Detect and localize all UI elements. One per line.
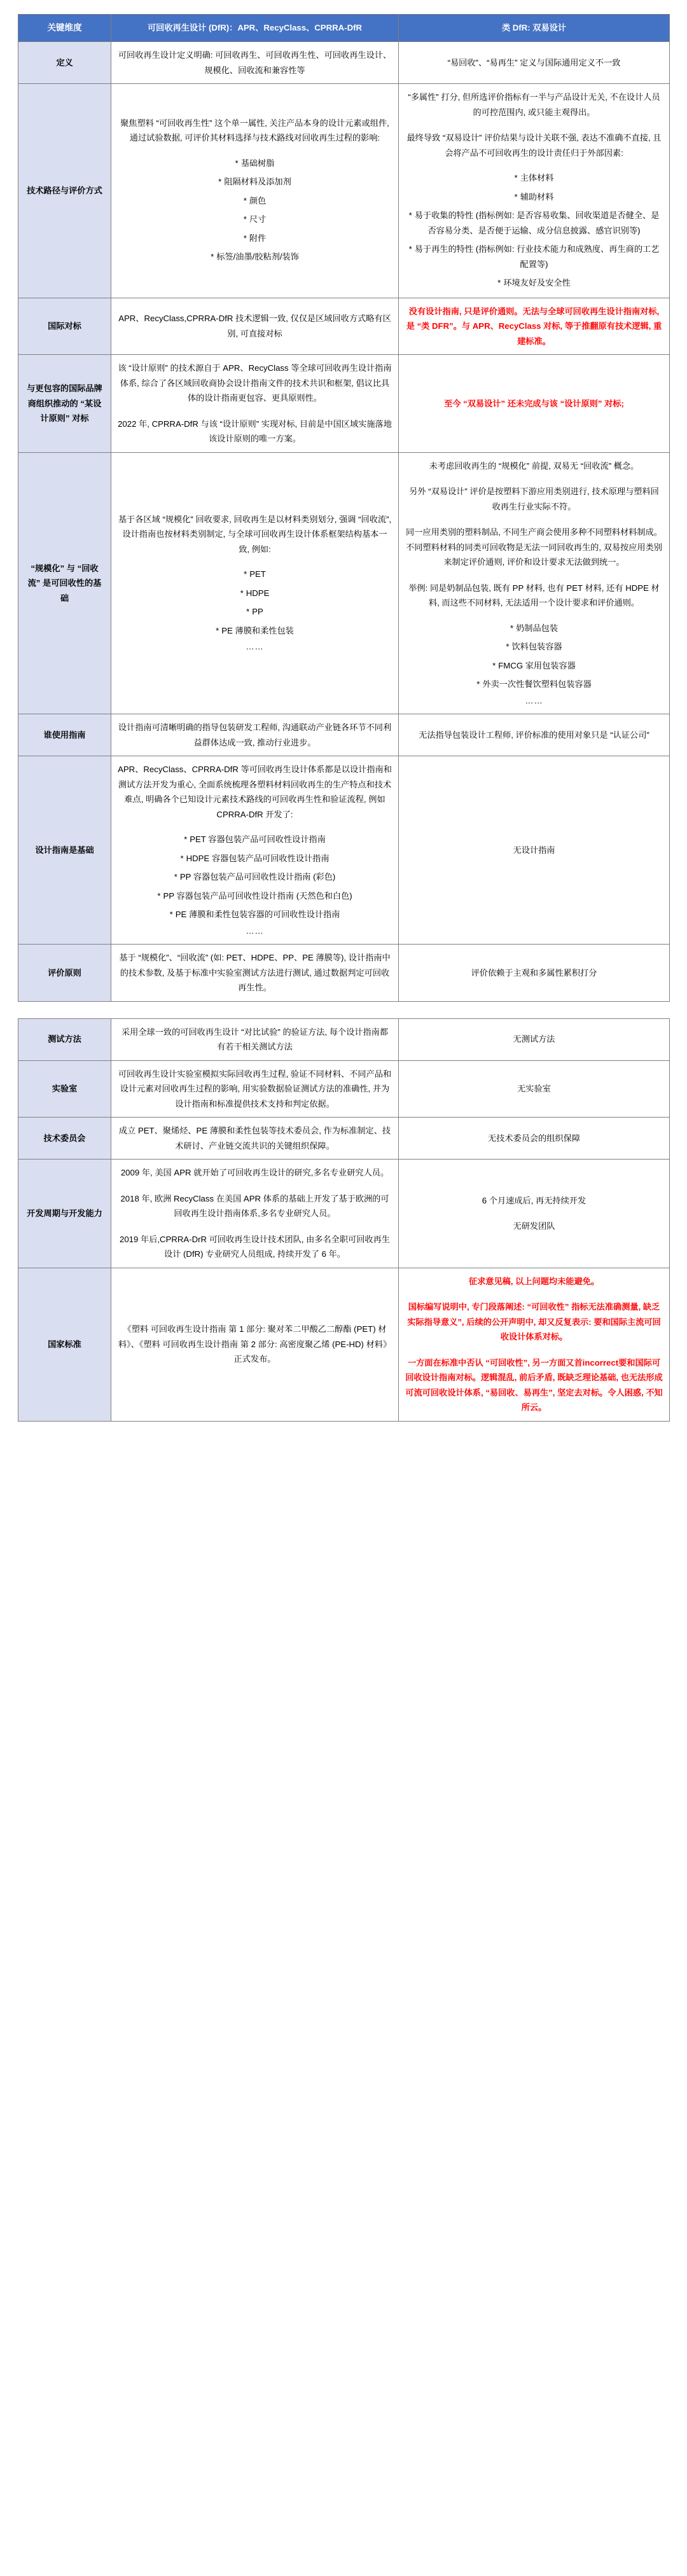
paragraph: 无技术委员会的组织保障 <box>487 1133 581 1143</box>
table-row <box>18 1060 670 1118</box>
cell-dfr <box>111 452 399 714</box>
paragraph: 6 个月速成后, 再无持续开发 <box>482 1195 586 1205</box>
asterisk-icon: * <box>243 214 247 225</box>
bullet-item <box>118 832 392 847</box>
bullet-item <box>405 677 663 692</box>
bullet-label: 附件 <box>249 233 267 243</box>
cell-dfr <box>111 298 399 355</box>
paragraph: 2019 年后,CPRRA-DrR 可回收再生设计技术团队, 由多名全职可回收再生设计 (DfR) 专业研究人员组成, 持续开发了 6 年。 <box>120 1234 390 1259</box>
cell-dfr <box>111 1118 399 1160</box>
comparison-table-primary <box>18 14 670 1002</box>
bullet-label: 环境友好及安全性 <box>503 278 571 288</box>
cell-dfr <box>111 1268 399 1421</box>
bullet-label: HDPE <box>246 588 270 598</box>
bullet-label: 饮料包装容器 <box>511 642 562 652</box>
bullet-item <box>118 869 392 885</box>
bullet-label: 易于收集的特性 (指标例如: 是否容易收集、回收渠道是否健全、是否容易分类、是否便于运输、成分信息披露、感官识别等) <box>414 211 660 235</box>
column-header-dfr: 可回收再生设计 (DfR)：APR、RecyClass、CPRRA-DfR <box>111 15 399 42</box>
ellipsis-text: …… <box>246 642 264 652</box>
paragraph: “多属性” 打分, 但所选评价指标有一半与产品设计无关, 不在设计人员的可控范围内, 或只能主观得出。 <box>408 92 660 117</box>
asterisk-icon: * <box>169 910 173 920</box>
bullet-item <box>405 658 663 674</box>
cell-dfr <box>111 1160 399 1268</box>
paragraph: 无实验室 <box>517 1084 551 1094</box>
bullet-item <box>118 586 392 601</box>
bullet-item <box>405 208 663 238</box>
bullet-item <box>405 621 663 636</box>
asterisk-icon: * <box>408 211 412 221</box>
asterisk-icon: * <box>216 625 219 635</box>
table-row <box>18 1018 670 1060</box>
bullet-label: PET <box>249 569 266 579</box>
cell-dfr <box>111 714 399 756</box>
bullet-label: 外卖一次性餐饮塑料包装容器 <box>482 679 592 689</box>
table-row <box>18 452 670 714</box>
bullet-item <box>118 174 392 190</box>
asterisk-icon: * <box>246 607 250 617</box>
asterisk-icon: * <box>506 642 510 652</box>
cell-sdr <box>399 1060 670 1118</box>
header-row <box>18 15 670 42</box>
cell-dimension: 谁使用指南 <box>18 714 111 756</box>
bullet-label: 易于再生的特性 (指标例如: 行业技术能力和成熟度、再生商的工艺配置等) <box>414 244 660 269</box>
cell-sdr <box>399 756 670 945</box>
bullet-list <box>405 170 663 291</box>
cell-sdr <box>399 355 670 453</box>
bullet-item <box>405 275 663 291</box>
cell-dfr <box>111 1018 399 1060</box>
paragraph: 无研发团队 <box>513 1221 555 1231</box>
bullet-label: PP 容器包装产品可回收性设计指南 (彩色) <box>179 872 336 882</box>
paragraph: 设计指南可清晰明确的指导包装研发工程师, 沟通联动产业链各环节不同利益群体达成一致, 推动行业进步。 <box>118 723 392 747</box>
cell-dimension: 开发周期与开发能力 <box>18 1160 111 1268</box>
cell-dimension: 技术路径与评价方式 <box>18 84 111 298</box>
cell-sdr <box>399 452 670 714</box>
table-row <box>18 714 670 756</box>
paragraph: 基于 “规模化”、“回收流” (如: PET、HDPE、PP、PE 薄膜等), 设计指南中的技术参数, 及基于标准中实验室测试方法进行测试, 通过数据判定可回收再生性。 <box>119 953 391 993</box>
asterisk-icon: * <box>408 244 412 254</box>
bullet-item <box>118 907 392 922</box>
table-body-secondary <box>18 1018 670 1421</box>
bullet-item <box>118 623 392 639</box>
bullet-label: 尺寸 <box>249 214 267 225</box>
cell-dimension: 技术委员会 <box>18 1118 111 1160</box>
paragraph: 国标编写说明中, 专门段落阐述: “可回收性” 指标无法准确测量, 缺乏实际指导意义”, 后续的公开声明中, 却又反复表示: 要和国际主流可回收设计体系对标。 <box>407 1302 661 1342</box>
asterisk-icon: * <box>476 679 480 689</box>
bullet-label: PP <box>252 607 263 617</box>
table-row <box>18 355 670 453</box>
paragraph: 最终导致 “双易设计” 评价结果与设计关联不强, 表达不准确不直接, 且会将产品不可回收再生的设计责任归于外部因素: <box>406 133 662 158</box>
asterisk-icon: * <box>497 278 501 288</box>
cell-dfr <box>111 355 399 453</box>
cell-sdr <box>399 945 670 1002</box>
paragraph: 至今 “双易设计” 还未完成与该 “设计原则” 对标; <box>444 398 624 408</box>
asterisk-icon: * <box>211 252 214 262</box>
bullet-item <box>118 193 392 209</box>
cell-sdr <box>399 1018 670 1060</box>
bullet-label: PET 容器包装产品可回收性设计指南 <box>190 834 326 845</box>
paragraph: 可回收再生设计实验室模拟实际回收再生过程, 验证不同材料、不同产品和设计元素对回收再生过程的影响, 用实验数据验证测试方法的准确性, 并为设计指南和标准提供技术支持和判定依据。 <box>118 1069 392 1109</box>
cell-dimension: 实验室 <box>18 1060 111 1118</box>
cell-dimension: 国际对标 <box>18 298 111 355</box>
paragraph: 成立 PET、聚烯烃、PE 薄膜和柔性包装等技术委员会, 作为标准制定、技术研讨、产业链交流共识的关键组织保障。 <box>118 1126 391 1151</box>
ellipsis-text: …… <box>525 695 543 705</box>
asterisk-icon: * <box>180 853 184 863</box>
cell-dfr <box>111 1060 399 1118</box>
table-row <box>18 1268 670 1421</box>
bullet-label: 主体材料 <box>520 173 554 183</box>
cell-dfr <box>111 945 399 1002</box>
bullet-item <box>118 212 392 227</box>
bullet-label: 阻隔材料及添加剂 <box>224 177 291 187</box>
paragraph: 评价依赖于主观和多属性累积打分 <box>471 967 597 978</box>
bullet-item <box>118 851 392 866</box>
bullet-label: PE 薄膜和柔性包装容器的可回收性设计指南 <box>175 910 340 920</box>
paragraph: 征求意见稿, 以上问题均未能避免。 <box>468 1276 600 1286</box>
table-row <box>18 42 670 84</box>
cell-sdr <box>399 1268 670 1421</box>
bullet-label: HDPE 容器包装产品可回收性设计指南 <box>186 853 330 863</box>
paragraph: 聚焦塑料 “可回收再生性” 这个单一属性, 关注产品本身的设计元素或组件, 通过试验数据, 可评价其材料选择与技术路线对回收再生过程的影响: <box>120 118 389 143</box>
paragraph: 无设计指南 <box>513 845 555 855</box>
cell-sdr <box>399 42 670 84</box>
cell-dfr <box>111 84 399 298</box>
bullet-item <box>405 190 663 205</box>
column-header-dimension: 关键维度 <box>18 15 111 42</box>
asterisk-icon: * <box>243 233 247 243</box>
cell-dimension: 与更包容的国际品牌商组织推动的 “某设计原则” 对标 <box>18 355 111 453</box>
comparison-table-secondary <box>18 1018 670 1422</box>
cell-dfr <box>111 756 399 945</box>
bullet-list <box>118 156 392 265</box>
bullet-item <box>405 639 663 654</box>
paragraph: 该 “设计原则” 的技术源自于 APR、RecyClass 等全球可回收再生设计指南体系, 综合了各区域回收商协会设计指南文件的技术共识和框架, 倡议比具体的设计指南更包容、更具原则性。 <box>118 363 392 403</box>
asterisk-icon: * <box>218 177 222 187</box>
bullet-label: 辅助材料 <box>520 191 554 202</box>
paragraph: 无法指导包装设计工程师, 评价标准的使用对象只是 “认证公司” <box>419 730 649 740</box>
asterisk-icon: * <box>514 173 518 183</box>
cell-dimension: “规模化” 与 “回收流” 是可回收性的基础 <box>18 452 111 714</box>
cell-sdr <box>399 1160 670 1268</box>
asterisk-icon: * <box>174 872 177 882</box>
bullet-label: PP 容器包装产品可回收性设计指南 (天然色和白色) <box>163 890 352 901</box>
table-header <box>18 15 670 42</box>
table-row <box>18 1160 670 1268</box>
bullet-item <box>118 156 392 171</box>
table-row <box>18 756 670 945</box>
bullet-label: 标签/油墨/胶粘剂/装饰 <box>216 252 299 262</box>
asterisk-icon: * <box>184 834 188 845</box>
bullet-list <box>118 567 392 638</box>
bullet-label: 基础树脂 <box>240 158 275 168</box>
cell-sdr <box>399 298 670 355</box>
asterisk-icon: * <box>157 890 161 901</box>
table-row <box>18 1118 670 1160</box>
bullet-label: FMCG 家用包装容器 <box>498 660 576 670</box>
table-row <box>18 298 670 355</box>
paragraph: “易回收”、“易再生” 定义与国际通用定义不一致 <box>447 57 621 67</box>
cell-sdr <box>399 714 670 756</box>
paragraph: 一方面在标准中否认 “可回收性”, 另一方面又首incorrect要和国际可回收设计指南对标。逻辑混乱, 前后矛盾, 既缺乏理论基础, 也无法形成可流可回收设计体系, “易回收、易再生”, 坚定去对标。令人困惑, 不知所云。 <box>405 1357 663 1413</box>
asterisk-icon: * <box>244 569 247 579</box>
asterisk-icon: * <box>240 588 244 598</box>
paragraph: 举例: 同是奶制品包装, 既有 PP 材料, 也有 PET 材料, 还有 HDPE 材料, 而这些不同材料, 无法适用一个设计要求和评价通则。 <box>408 583 660 608</box>
bullet-item <box>118 231 392 246</box>
bullet-item <box>405 170 663 186</box>
cell-sdr <box>399 84 670 298</box>
column-header-sdr: 类 DfR: 双易设计 <box>399 15 670 42</box>
asterisk-icon: * <box>243 195 247 205</box>
bullet-item <box>118 567 392 582</box>
bullet-label: 奶制品包装 <box>516 623 559 633</box>
paragraph: 《塑料 可回收再生设计指南 第 1 部分: 聚对苯二甲酸乙二醇酯 (PET) 材料》、《塑料 可回收再生设计指南 第 2 部分: 高密度聚乙烯 (PE-HD) 材料》正式发布。 <box>118 1324 392 1364</box>
asterisk-icon: * <box>514 191 518 202</box>
bullet-label: PE 薄膜和柔性包装 <box>221 625 294 635</box>
paragraph: 采用全球一致的可回收再生设计 “对比试验” 的验证方法, 每个设计指南都有若干相关测试方法 <box>121 1027 389 1052</box>
paragraph: APR、RecyClass,CPRRA-DfR 技术逻辑一致, 仅仅是区域回收方式略有区别, 可直接对标 <box>118 314 391 338</box>
cell-dimension: 设计指南是基础 <box>18 756 111 945</box>
paragraph: 没有设计指南, 只是评价通则。无法与全球可回收再生设计指南对标, 是 “类 DFR”。与 APR、RecyClass 对标, 等于推翻原有技术逻辑, 重建标准。 <box>406 306 662 346</box>
paragraph: 无测试方法 <box>513 1034 555 1044</box>
cell-sdr <box>399 1118 670 1160</box>
cell-dfr <box>111 42 399 84</box>
cell-dimension: 测试方法 <box>18 1018 111 1060</box>
bullet-item <box>118 249 392 265</box>
paragraph: 另外 “双易设计” 评价是按塑料下游应用类别进行, 技术原理与塑料回收再生行业实际不符。 <box>409 487 659 511</box>
paragraph: 可回收再生设计定义明确: 可回收再生、可回收再生性、可回收再生设计、规模化、回收流和兼容性等 <box>118 50 392 75</box>
bullet-list <box>118 832 392 922</box>
paragraph: 2018 年, 欧洲 RecyClass 在美国 APR 体系的基础上开发了基于欧洲的可回收再生设计指南体系,多名专业研究人员。 <box>120 1193 389 1219</box>
bullet-label: 颜色 <box>249 195 267 205</box>
table-body-primary <box>18 42 670 1002</box>
paragraph: 未考虑回收再生的 “规模化” 前提, 双易无 “回收流” 概念。 <box>429 460 639 471</box>
ellipsis-text: …… <box>246 925 264 936</box>
asterisk-icon: * <box>510 623 514 633</box>
paragraph: 2009 年, 美国 APR 就开始了可回收再生设计的研究,多名专业研究人员。 <box>120 1168 389 1178</box>
table-row <box>18 84 670 298</box>
asterisk-icon: * <box>492 660 496 670</box>
cell-dimension: 定义 <box>18 42 111 84</box>
asterisk-icon: * <box>235 158 239 168</box>
paragraph: 2022 年, CPRRA-DfR 与该 “设计原则” 实现对标, 目前是中国区域实施落地该设计原则的唯一方案。 <box>118 419 392 444</box>
bullet-list <box>405 621 663 692</box>
paragraph: APR、RecyClass、CPRRA-DfR 等可回收再生设计体系都是以设计指南和测试方法开发为重心, 全面系统梳理各塑料材料回收再生的生产特点和技术难点, 明确各个已知设计元素技术路线的可回收再生性和验证流程, 例如 CPRRA-DfR 开发了: <box>118 765 392 819</box>
cell-dimension: 评价原则 <box>18 945 111 1002</box>
bullet-item <box>118 889 392 904</box>
paragraph: 同一应用类别的塑料制品, 不同生产商会使用多种不同塑料材料制成。不同塑料材料的同类可回收物是无法一同回收再生的, 双易按应用类别来制定评价通则, 评价和设计要求无法做到统一。 <box>406 527 662 567</box>
cell-dimension: 国家标准 <box>18 1268 111 1421</box>
table-row <box>18 945 670 1002</box>
bullet-item <box>118 604 392 620</box>
paragraph: 基于各区域 “规模化” 回收要求, 回收再生是以材料类别划分, 强调 “回收流”, 设计指南也按材料类别制定, 与全球可回收再生设计体系框架结构基本一致, 例如: <box>118 514 392 554</box>
bullet-item <box>405 242 663 272</box>
